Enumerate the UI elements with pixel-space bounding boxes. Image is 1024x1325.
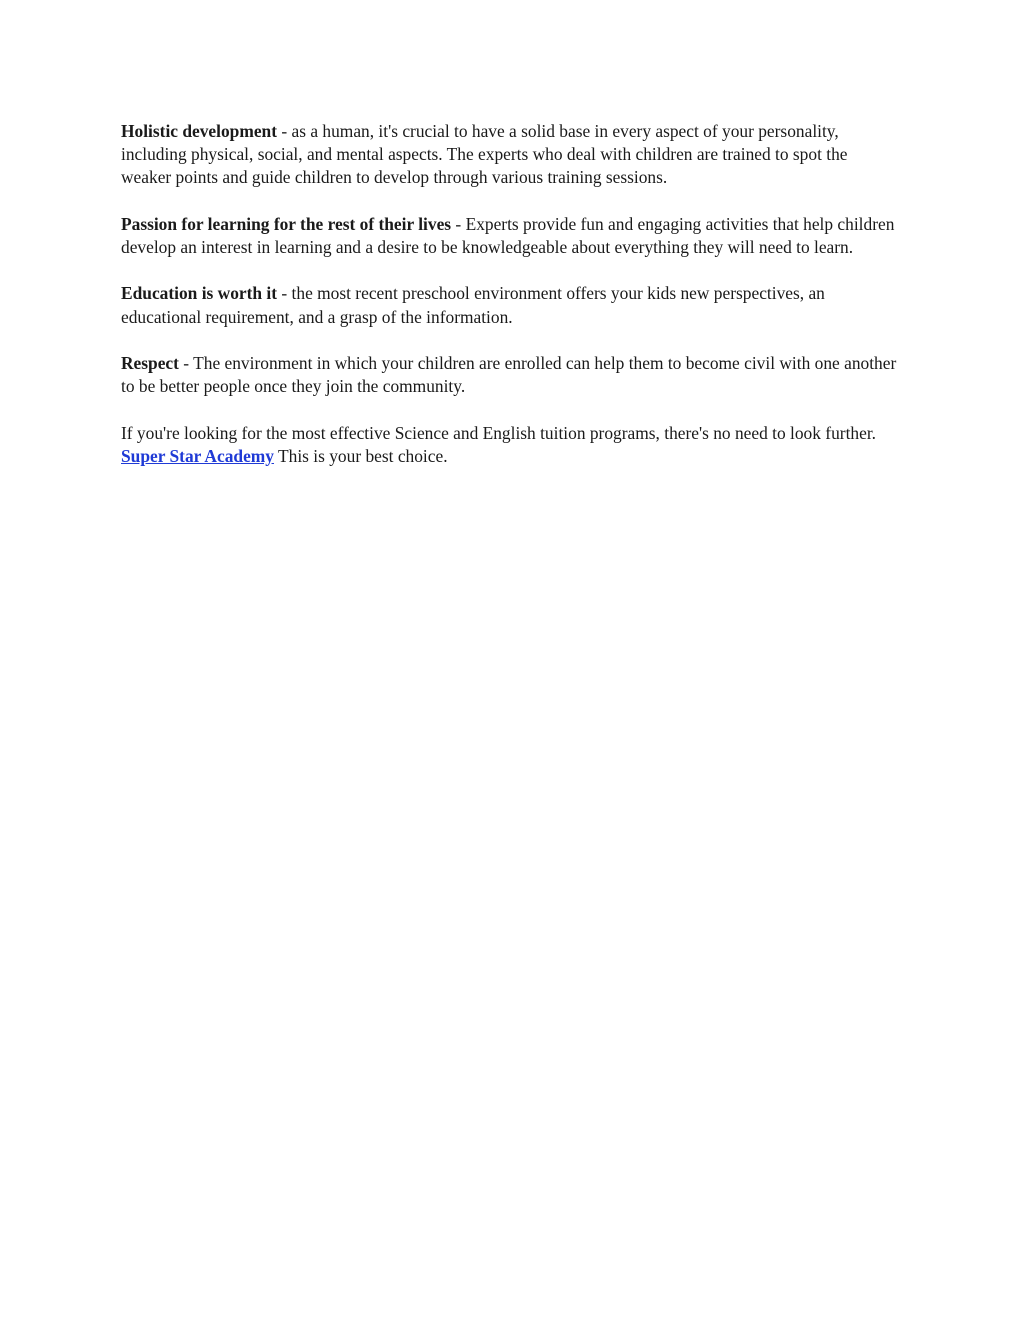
paragraph-passion-for-learning <box>121 213 901 259</box>
paragraph-education-worth-it <box>121 282 901 328</box>
paragraph-respect <box>121 352 901 398</box>
paragraph-body: - Experts provide fun and engaging activities that help children develop an interest in learning and a desire to be knowledgeable about everything they will need to learn. <box>121 213 895 257</box>
paragraph-body: - as a human, it's crucial to have a solid base in every aspect of your personality, including physical, social, and mental aspects. The experts who deal with children are trained to spot the weaker points and guide children to develop through various training sessions. <box>121 121 848 188</box>
paragraph-heading: Holistic development <box>121 121 278 141</box>
paragraph-holistic-development <box>121 120 901 190</box>
paragraph-body: - The environment in which your children are enrolled can help them to become civil with one another to be better people once they join the community. <box>121 352 897 397</box>
closing-text-after: This is your best choice. <box>273 445 448 466</box>
paragraph-heading: Passion for learning for the rest of their lives <box>121 213 452 234</box>
paragraph-body: - the most recent preschool environment offers your kids new perspectives, an educational requirement, and a grasp of the information. <box>121 283 825 327</box>
document-page <box>121 120 901 491</box>
paragraph-heading: Education is worth it <box>121 283 278 304</box>
paragraph-closing <box>121 422 901 468</box>
paragraph-heading: Respect <box>121 352 179 373</box>
closing-text-before: If you're looking for the most effective Science and English tuition programs, there's no need to look further. <box>121 422 876 443</box>
super-star-academy-link[interactable]: Super Star Academy <box>121 445 274 466</box>
